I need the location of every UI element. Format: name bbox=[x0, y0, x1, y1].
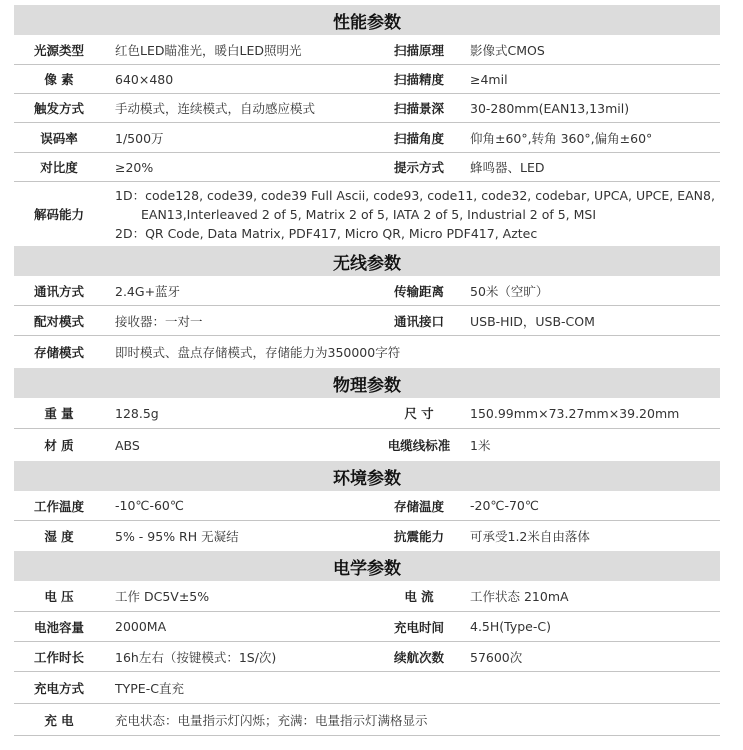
section-title-environment: 环境参数 bbox=[14, 461, 720, 491]
spec-value: 仰角±60°,转角 360°,偏角±60° bbox=[470, 130, 653, 146]
spec-row bbox=[14, 704, 720, 736]
spec-label: 通讯接口 bbox=[393, 313, 444, 329]
spec-value: 128.5g bbox=[115, 405, 159, 421]
spec-value: 4.5H(Type-C) bbox=[470, 619, 551, 634]
spec-row bbox=[14, 65, 720, 94]
section-title-electrical: 电学参数 bbox=[14, 551, 720, 581]
spec-value: 工作状态 210mA bbox=[470, 589, 569, 604]
spec-value: 50米（空旷） bbox=[470, 283, 549, 299]
spec-value: 影像式CMOS bbox=[470, 42, 545, 58]
spec-label: 充电时间 bbox=[393, 619, 444, 635]
spec-value: 640×480 bbox=[115, 71, 174, 87]
spec-value: 接收器：一对一 bbox=[115, 313, 203, 329]
spec-value: 充电状态：电量指示灯闪烁；充满：电量指示灯满格显示 bbox=[115, 712, 428, 728]
spec-value: 手动模式，连续模式，自动感应模式 bbox=[115, 101, 316, 116]
spec-label: 续航次数 bbox=[393, 649, 444, 665]
spec-value: TYPE-C直充 bbox=[115, 680, 184, 696]
spec-row bbox=[14, 35, 720, 65]
spec-value: 工作 DC5V±5% bbox=[115, 589, 210, 604]
spec-value: ≥4mil bbox=[470, 71, 508, 87]
spec-label: 电池容量 bbox=[33, 619, 84, 635]
spec-label: 扫描景深 bbox=[393, 101, 444, 116]
section-title-wireless: 无线参数 bbox=[14, 246, 720, 276]
spec-row bbox=[14, 306, 720, 336]
section-title-physical: 物理参数 bbox=[14, 368, 720, 398]
spec-label: 充电方式 bbox=[33, 680, 84, 696]
spec-row bbox=[14, 642, 720, 672]
spec-value: ABS bbox=[115, 437, 140, 453]
spec-row bbox=[14, 276, 720, 306]
spec-label: 配对模式 bbox=[33, 313, 84, 329]
spec-row bbox=[14, 429, 720, 461]
spec-label: 存储温度 bbox=[393, 498, 444, 514]
spec-value: 可承受1.2米自由落体 bbox=[470, 529, 590, 544]
spec-value: 1/500万 bbox=[115, 130, 164, 146]
decode-1d-line: 1D：code128, code39, code39 Full Ascii, code93, code11, code32, codebar, UPCA, UPCE, EAN8, bbox=[115, 187, 715, 203]
spec-value: USB-HID，USB-COM bbox=[470, 313, 595, 329]
spec-value: 57600次 bbox=[470, 649, 523, 665]
spec-label: 重 量 bbox=[44, 406, 74, 421]
spec-label: 光源类型 bbox=[33, 42, 84, 58]
section-title-performance: 性能参数 bbox=[14, 5, 720, 35]
spec-label: 误码率 bbox=[40, 130, 78, 146]
spec-value: 蜂鸣器、LED bbox=[470, 160, 545, 175]
spec-row bbox=[14, 491, 720, 521]
spec-label: 电 压 bbox=[44, 589, 74, 604]
spec-value: 2000MA bbox=[115, 619, 167, 634]
spec-row bbox=[14, 123, 720, 153]
spec-label: 电缆线标准 bbox=[387, 438, 451, 453]
spec-label: 解码能力 bbox=[33, 207, 84, 222]
spec-value: 30-280mm(EAN13,13mil) bbox=[470, 100, 630, 116]
spec-label: 充 电 bbox=[44, 712, 74, 728]
spec-value: -20℃-70℃ bbox=[470, 498, 539, 513]
spec-value: ≥20% bbox=[115, 159, 154, 175]
spec-value: 2.4G+蓝牙 bbox=[115, 283, 181, 299]
decode-1d-line-cont: EAN13,Interleaved 2 of 5, Matrix 2 of 5, IATA 2 of 5, Industrial 2 of 5, MSI bbox=[141, 206, 597, 222]
spec-label: 提示方式 bbox=[393, 160, 444, 175]
decode-2d-line: 2D：QR Code, Data Matrix, PDF417, Micro QR, Micro PDF417, Aztec bbox=[115, 225, 538, 241]
spec-row bbox=[14, 398, 720, 429]
spec-label: 传输距离 bbox=[393, 283, 444, 299]
spec-label: 湿 度 bbox=[44, 529, 74, 544]
spec-label: 电 流 bbox=[404, 589, 434, 604]
spec-label: 工作温度 bbox=[33, 498, 84, 514]
spec-row bbox=[14, 153, 720, 182]
spec-row bbox=[14, 336, 720, 368]
spec-label: 尺 寸 bbox=[404, 406, 434, 421]
spec-value: 5% - 95% RH 无凝结 bbox=[115, 529, 239, 544]
spec-value: -10℃-60℃ bbox=[115, 498, 184, 513]
spec-row bbox=[14, 94, 720, 123]
spec-value: 即时模式、盘点存储模式，存储能力为350000字符 bbox=[115, 345, 401, 360]
spec-label: 扫描精度 bbox=[393, 72, 444, 87]
spec-label: 抗震能力 bbox=[393, 529, 444, 544]
spec-value: 1米 bbox=[470, 438, 491, 453]
spec-label: 通讯方式 bbox=[33, 283, 84, 299]
spec-value: 150.99mm×73.27mm×39.20mm bbox=[470, 405, 680, 421]
spec-row bbox=[14, 672, 720, 704]
spec-label: 扫描角度 bbox=[393, 130, 444, 146]
spec-value: 红色LED瞄准光，暖白LED照明光 bbox=[115, 42, 302, 58]
spec-label: 像 素 bbox=[44, 72, 74, 87]
spec-label: 工作时长 bbox=[33, 649, 84, 665]
spec-row-decode bbox=[14, 182, 720, 246]
spec-row bbox=[14, 521, 720, 551]
spec-row bbox=[14, 581, 720, 612]
spec-label: 材 质 bbox=[44, 438, 74, 453]
spec-label: 存储模式 bbox=[33, 345, 84, 360]
spec-row bbox=[14, 612, 720, 642]
spec-label: 对比度 bbox=[40, 160, 78, 175]
decode-list bbox=[115, 182, 715, 246]
spec-label: 触发方式 bbox=[33, 101, 84, 116]
spec-sheet bbox=[14, 0, 720, 736]
spec-value: 16h左右（按键模式：1S/次) bbox=[115, 649, 277, 665]
spec-label: 扫描原理 bbox=[393, 42, 444, 58]
